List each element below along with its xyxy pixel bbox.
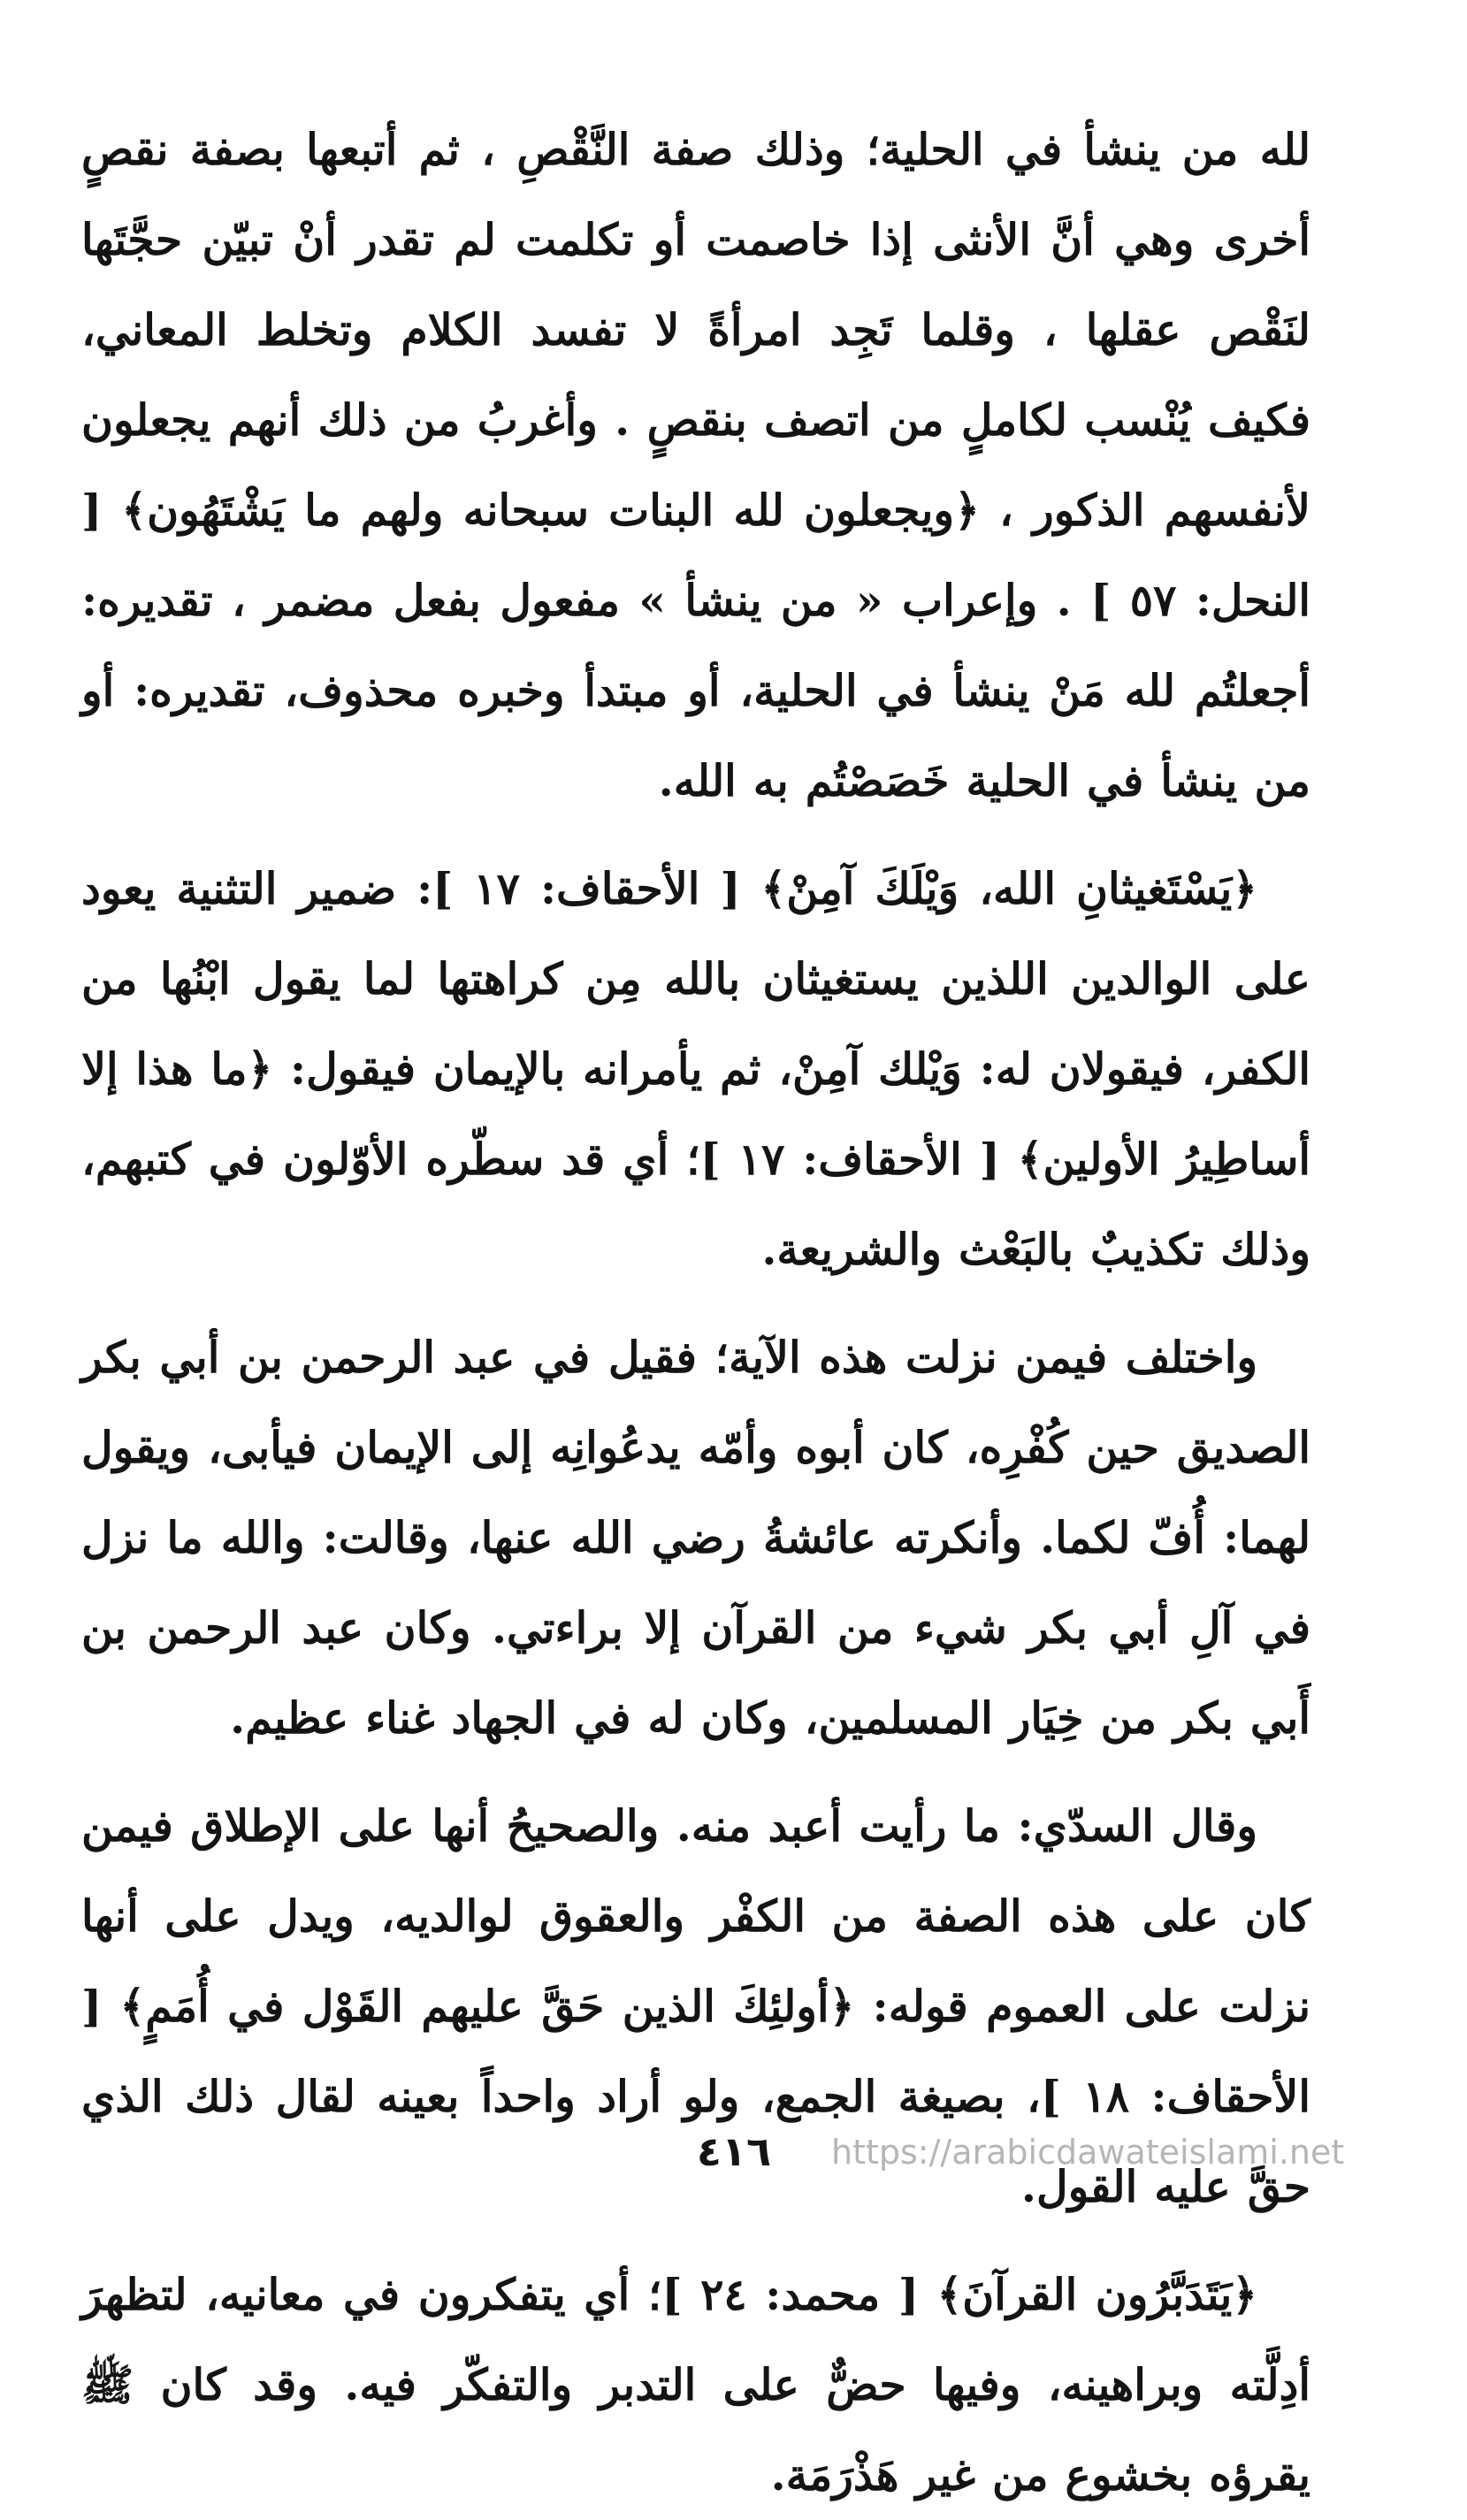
- paragraph-4: وقال السدّي: ما رأيت أعبد منه. والصحيحُ أنها على الإطلاق فيمن كان على هذه الصفة من الكفْر والعقوق لوالديه، ويدل على أنها نزلت على العموم قوله: ﴿أولئِكَ الذين حَقَّ عليهم القَوْل في أُمَمٍ﴾ [ الأحقاف: ١٨ ]، بصيغة الجمع، ولو أراد واحداً بعينه لقال ذلك الذي حقَّ عليه القول.: [81, 1800, 1310, 2212]
- paragraph-1: لله من ينشأ في الحلية؛ وذلك صفة النَّقْصِ ، ثم أتبعها بصفة نقصٍ أخرى وهي أنَّ الأنثى إذا خاصمت أو تكلمت لم تقدر أنْ تبيّن حجَّتَها لنَقْص عقلها ، وقلما تَجِد امرأةً لا تفسد الكلام وتخلط المعاني، فكيف يُنْسب لكاملٍ من اتصف بنقصٍ . وأغربُ من ذلك أنهم يجعلون لأنفسهم الذكور ، ﴿ويجعلون لله البنات سبحانه ولهم ما يَشْتَهُون﴾ [ النحل: ٥٧ ] . وإعراب « من ينشأ » مفعول بفعل مضمر ، تقديره: أجعلتُم لله مَنْ ينشأ في الحلية، أو مبتدأ وخبره محذوف، تقديره: أو من ينشأ في الحلية خَصَصْتُم به الله.: [81, 124, 1310, 806]
- paragraph-2: ﴿يَسْتَغيثانِ الله، وَيْلَكَ آمِنْ﴾ [ الأحقاف: ١٧ ]: ضمير التثنية يعود على الوالدين اللذين يستغيثان بالله مِن كراهتها لما يقول ابْنُها من الكفر، فيقولان له: وَيْلك آمِنْ، ثم يأمرانه بالإيمان فيقول: ﴿ما هذا إلا أساطِيرُ الأولين﴾ [ الأحقاف: ١٧ ]؛ أي قد سطّره الأوّلون في كتبهم، وذلك تكذيبٌ بالبَعْث والشريعة.: [81, 863, 1310, 1275]
- page-number: ٤١٦: [696, 2127, 772, 2175]
- paragraph-5: ﴿يَتَدَبَّرُون القرآنَ﴾ [ محمد: ٢٤ ]؛ أي يتفكرون في معانيه، لتظهرَ أدِلَّته وبراهينه، وفيها حضٌّ على التدبر والتفكّر فيه. وقد كان ﷺ يقرؤه بخشوع من غير هَذْرَمَة.: [81, 2269, 1310, 2501]
- source-watermark: https://arabicdawateislami.net: [831, 2133, 1345, 2172]
- page-footer: [0, 2127, 1467, 2189]
- paragraph-3: واختلف فيمن نزلت هذه الآية؛ فقيل في عبد الرحمن بن أبي بكر الصديق حين كُفْرِه، كان أبوه وأمّه يدعُوانِه إلى الإيمان فيأبى، ويقول لهما: أُفّ لكما. وأنكرته عائشةُ رضي الله عنها، وقالت: والله ما نزل في آلِ أبي بكر شيء من القرآن إلا براءتي. وكان عبد الرحمن بن أَبي بكر من خِيَار المسلمين، وكان له في الجهاد غناء عظيم.: [81, 1332, 1310, 1744]
